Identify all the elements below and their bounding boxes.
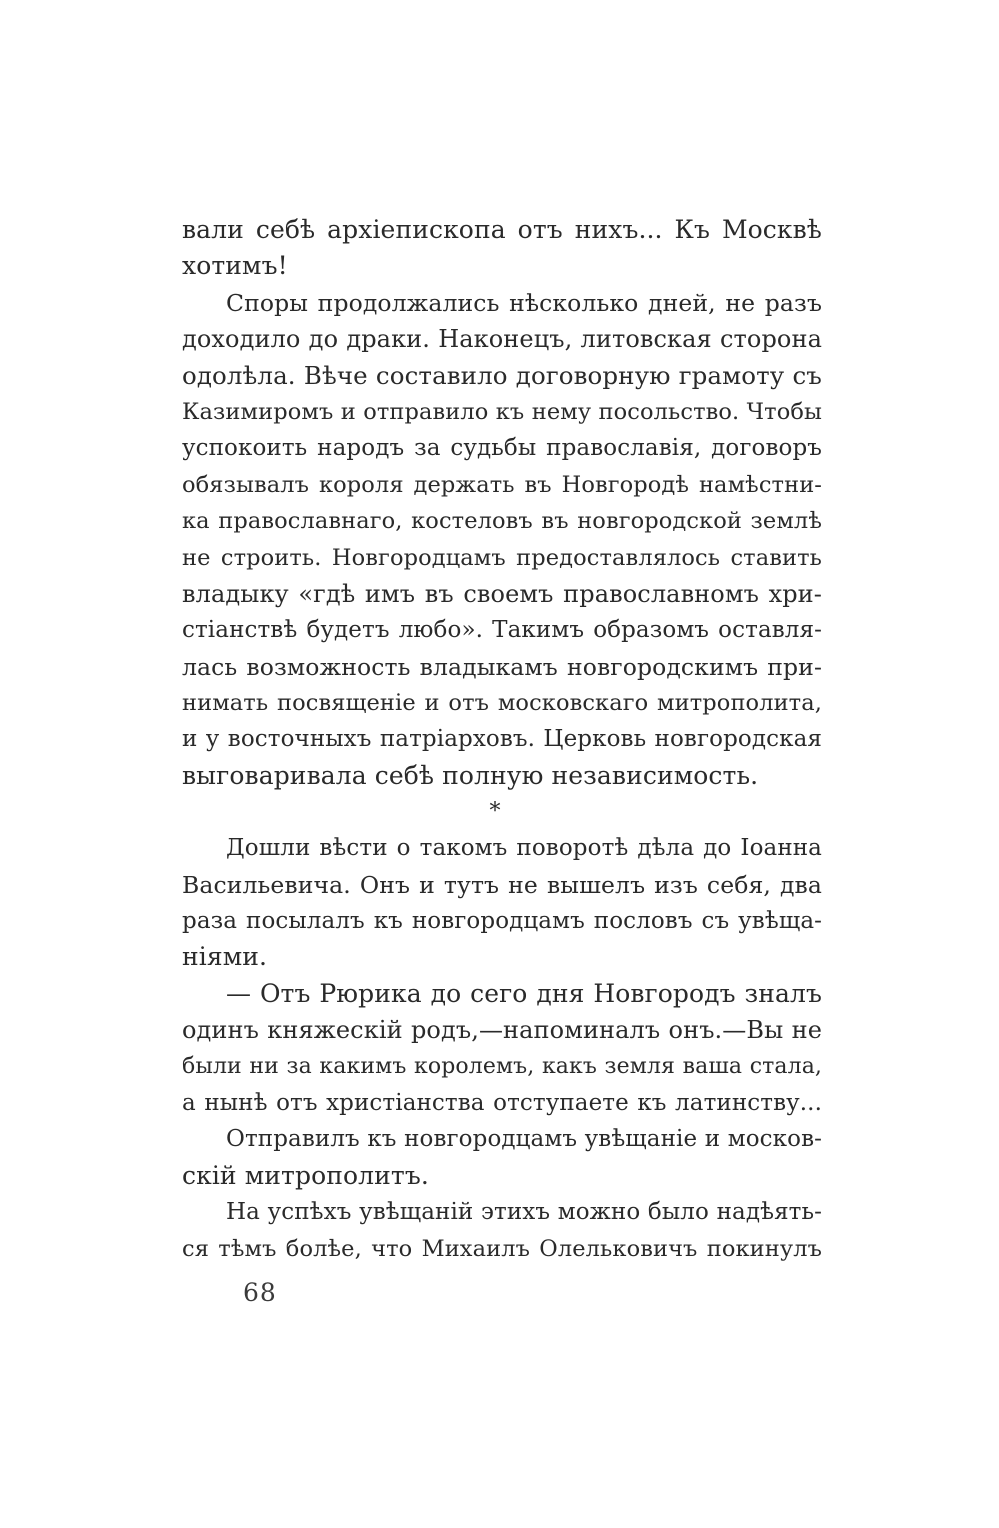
text-line: а нынѣ отъ христіанства отступаете къ латинству...	[182, 1089, 822, 1116]
paragraph-first-line: Дошли вѣсти о такомъ поворотѣ дѣла до Іоанна	[226, 835, 822, 862]
text-line: не строить. Новгородцамъ предоставлялось ставить	[182, 544, 822, 571]
text-line: выговаривала себѣ полную независимость.	[182, 760, 759, 790]
text-line: раза посылалъ къ новгородцамъ пословъ съ увѣща-	[182, 908, 822, 935]
text-line: одинъ княжескій родъ,—напоминалъ онъ.—Вы не	[182, 1016, 822, 1045]
text-line: ніями.	[182, 942, 268, 972]
paragraph-first-line: — Отъ Рюрика до сего дня Новгородъ зналъ	[226, 978, 822, 1008]
paragraph-first-line: Споры продолжались нѣсколько дней, не разъ	[226, 288, 822, 317]
text-line: были ни за какимъ королемъ, какъ земля ваша стала,	[182, 1053, 822, 1079]
text-line: хотимъ!	[182, 251, 288, 281]
text-line: вали себѣ архіепископа отъ нихъ... Къ Москвѣ	[182, 215, 822, 244]
text-line: обязывалъ короля держать въ Новгородѣ намѣстни-	[182, 471, 822, 498]
text-line: Казимиромъ и отправило къ нему посольство. Чтобы	[182, 398, 822, 425]
page-number: 68	[243, 1278, 277, 1307]
text-line: ся тѣмъ болѣе, что Михаилъ Олельковичъ покинулъ	[182, 1235, 822, 1262]
text-line: владыку «гдѣ имъ въ своемъ православномъ хри-	[182, 579, 822, 608]
paragraph-first-line: На успѣхъ увѣщаній этихъ можно было надѣять-	[226, 1199, 822, 1226]
section-separator: *	[489, 799, 501, 825]
text-line: скій митрополитъ.	[182, 1160, 429, 1190]
paragraph-first-line: Отправилъ къ новгородцамъ увѣщаніе и москов-	[226, 1126, 822, 1153]
text-line: лась возможность владыкамъ новгородскимъ при-	[182, 652, 822, 681]
text-line: стіанствѣ будетъ любо». Такимъ образомъ оставля-	[182, 617, 822, 644]
body-text	[182, 212, 822, 1267]
text-line: нимать посвященіе и отъ московскаго митрополита,	[182, 690, 822, 717]
text-line: доходило до драки. Наконецъ, литовская сторона	[182, 325, 822, 354]
text-line: успокоить народъ за судьбы православія, договоръ	[182, 435, 822, 462]
text-line: одолѣла. Вѣче составило договорную грамоту съ	[182, 360, 822, 390]
text-line: ка православнаго, костеловъ въ новгородской землѣ	[182, 508, 822, 535]
text-line: Васильевича. Онъ и тутъ не вышелъ изъ себя, два	[182, 870, 822, 899]
text-line: и у восточныхъ патріарховъ. Церковь новгородская	[182, 726, 822, 753]
